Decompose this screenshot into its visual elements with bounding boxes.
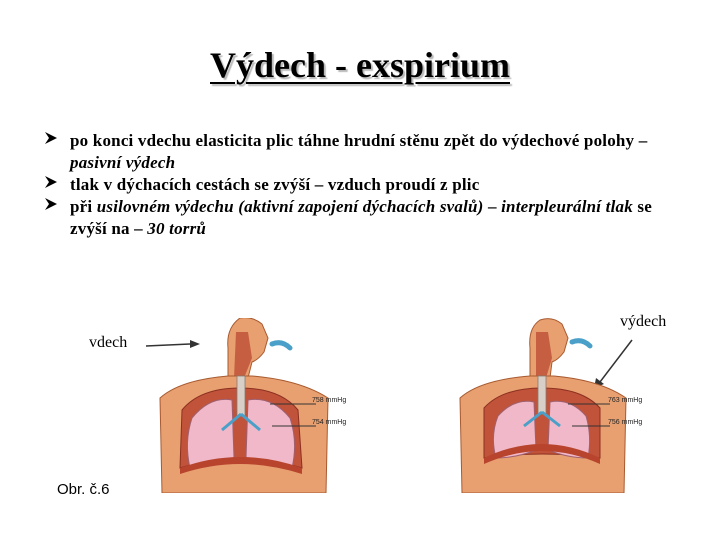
bullet-text-part: interpleurální tlak	[501, 197, 633, 216]
bullet-text-part: pasivní výdech	[70, 153, 176, 172]
bullet-text-part: při	[70, 197, 97, 216]
left-pressure-top: 758 mmHg	[312, 397, 347, 404]
slide-title: Výdech - exspirium	[210, 45, 510, 85]
bullet-text-part: 30 torrů	[147, 219, 207, 238]
bullet-list	[44, 130, 684, 240]
bullet-text-part: se zvýší na –	[70, 197, 652, 238]
bullet-item	[44, 196, 684, 240]
arrowhead-bullet-icon	[44, 196, 62, 218]
bullet-item	[44, 130, 684, 174]
bullet-text-part: –	[483, 197, 502, 216]
figure-caption: Obr. č.6	[57, 481, 110, 498]
arrowhead-bullet-icon	[44, 174, 62, 196]
exhale-arrow-icon	[594, 340, 632, 388]
arrowhead-bullet-icon	[44, 130, 62, 152]
inhale-arrow-icon	[146, 340, 200, 348]
right-pressure-bottom: 756 mmHg	[608, 419, 643, 426]
bullet-text-part: tlak v dýchacích cestách se zvýší – vzduch proudí z plic	[70, 175, 480, 194]
exhale-anatomy-illustration	[450, 318, 680, 493]
right-pressure-top: 763 mmHg	[608, 397, 643, 404]
bullet-text-part: po konci vdechu elasticita plic táhne hrudní stěnu zpět do výdechové polohy –	[70, 131, 648, 150]
bullet-item	[44, 174, 684, 196]
bullet-text-part: usilovném výdechu (aktivní zapojení dýchacích svalů)	[96, 197, 484, 216]
inhale-label: vdech	[89, 334, 128, 351]
exhale-label: výdech	[620, 313, 667, 330]
left-pressure-bottom: 754 mmHg	[312, 419, 347, 426]
inhale-anatomy-illustration	[140, 318, 365, 493]
